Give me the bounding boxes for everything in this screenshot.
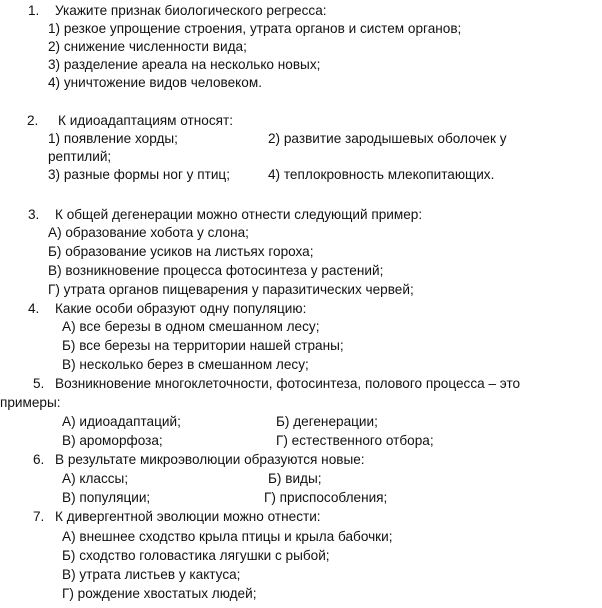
answer-option: А) классы; (62, 471, 129, 486)
question-text: Возникновение многоклеточности, фотосинтеза, полового процесса – это (55, 376, 521, 391)
answer-option: 4) уничтожение видов человеком. (48, 75, 262, 90)
answer-option: Б) виды; (268, 471, 322, 486)
answer-option: В) возникновение процесса фотосинтеза у растений; (48, 263, 384, 278)
answer-option: А) образование хобота у слона; (48, 225, 249, 240)
answer-option: А) идиоадаптаций; (62, 414, 181, 429)
question-number: 6. (33, 452, 45, 467)
question-text: К дивергентной эволюции можно отнести: (55, 509, 321, 524)
question-number: 4. (28, 301, 40, 316)
question-number: 7. (33, 509, 45, 524)
answer-option-continuation: рептилий; (48, 149, 112, 164)
question-text: В результате микроэволюции образуются новые: (55, 452, 365, 467)
question-number: 3. (28, 207, 40, 222)
answer-option: Б) образование усиков на листьях гороха; (48, 244, 314, 259)
answer-option: В) популяции; (62, 490, 151, 505)
answer-option: 2) снижение численности вида; (48, 39, 247, 54)
answer-option: Г) утрата органов пищеварения у паразитических червей; (48, 282, 414, 297)
answer-option: 2) развитие зародышевых оболочек у (268, 131, 507, 146)
answer-option: Г) естественного отбора; (276, 433, 434, 448)
answer-option: В) утрата листьев у кактуса; (62, 567, 241, 582)
answer-option: Б) дегенерации; (276, 414, 378, 429)
answer-option: 1) резкое упрощение строения, утрата органов и систем органов; (48, 21, 462, 36)
answer-option: В) несколько берез в смешанном лесу; (62, 357, 309, 372)
answer-option: 4) теплокровность млекопитающих. (268, 167, 495, 182)
question-number: 1. (28, 3, 40, 18)
answer-option: А) внешнее сходство крыла птицы и крыла бабочки; (62, 529, 393, 544)
question-number: 5. (33, 376, 45, 391)
question-text: Какие особи образуют одну популяцию: (55, 301, 307, 316)
answer-option: В) ароморфоза; (62, 433, 163, 448)
question-text: Укажите признак биологического регресса: (55, 3, 327, 18)
answer-option: 3) разные формы ног у птиц; (48, 167, 230, 182)
answer-option: Г) рождение хвостатых людей; (62, 586, 257, 601)
question-number: 2. (27, 113, 39, 128)
answer-option: Б) все березы на территории нашей страны; (62, 338, 344, 353)
answer-option: 3) разделение ареала на несколько новых; (48, 57, 321, 72)
answer-option: 1) появление хорды; (48, 131, 178, 146)
answer-option: Г) приспособления; (264, 490, 388, 505)
question-text: К общей дегенерации можно отнести следующий пример: (55, 207, 423, 222)
question-text-continuation: примеры: (0, 395, 61, 410)
answer-option: Б) сходство головастика лягушки с рыбой; (62, 548, 330, 563)
question-text: К идиоадаптациям относят: (58, 113, 233, 128)
answer-option: А) все березы в одном смешанном лесу; (62, 319, 320, 334)
